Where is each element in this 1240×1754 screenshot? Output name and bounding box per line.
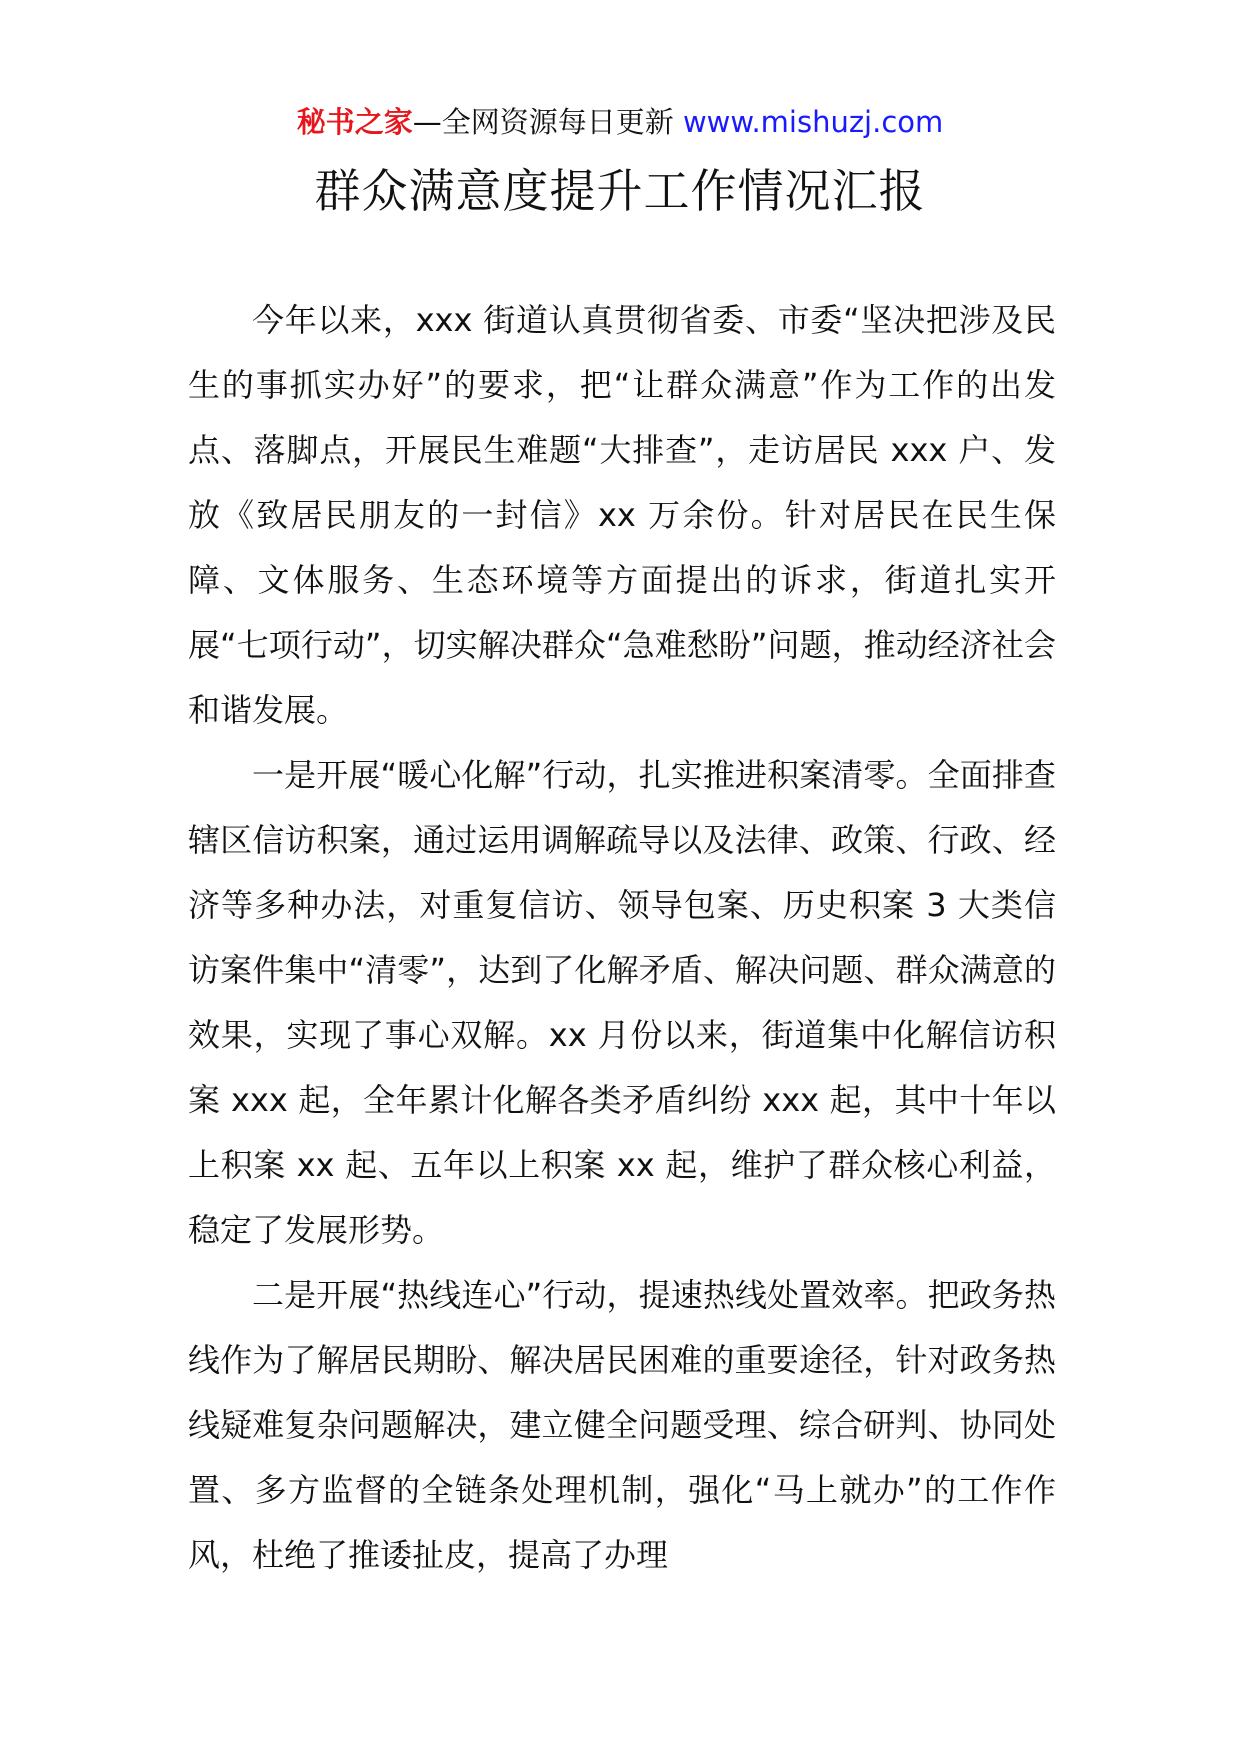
paragraph-action-1: 一是开展“暖心化解”行动，扎实推进积案清零。全面排查辖区信访积案，通过运用调解疏导以及法律、政策、行政、经济等多种办法，对重复信访、领导包案、历史积案 3 大类信访案件集中“清零”，达到了化解矛盾、解决问题、群众满意的效果，实现了事心双解。xx 月份以来，街道集中化解信访积案 xxx 起，全年累计化解各类矛盾纠纷 xxx 起，其中十年以上积案 xx 起、五年以上积案 xx 起，维护了群众核心利益，稳定了发展形势。 xyxy=(188,756,1056,1249)
site-header xyxy=(0,102,1240,142)
document-title: 群众满意度提升工作情况汇报 xyxy=(314,164,926,218)
paragraph-action-2: 二是开展“热线连心”行动，提速热线处置效率。把政务热线作为了解居民期盼、解决居民困难的重要途径，针对政务热线疑难复杂问题解决，建立健全问题受理、综合研判、协同处置、多方监督的全链条处理机制，强化“马上就办”的工作作风，杜绝了推诿扯皮，提高了办理 xyxy=(188,1276,1056,1574)
paragraph-intro: 今年以来，xxx 街道认真贯彻省委、市委“坚决把涉及民生的事抓实办好”的要求，把“让群众满意”作为工作的出发点、落脚点，开展民生难题“大排查”，走访居民 xxx 户、发放《致居民朋友的一封信》xx 万余份。针对居民在民生保障、文体服务、生态环境等方面提出的诉求，街道扎实开展“七项行动”，切实解决群众“急难愁盼”问题，推动经济社会和谐发展。 xyxy=(188,301,1056,729)
header-tagline: —全网资源每日更新 xyxy=(412,105,674,139)
site-url-link[interactable]: www.mishuzj.com xyxy=(682,105,944,139)
brand-name: 秘书之家 xyxy=(296,105,413,139)
document-body xyxy=(188,288,1056,1588)
